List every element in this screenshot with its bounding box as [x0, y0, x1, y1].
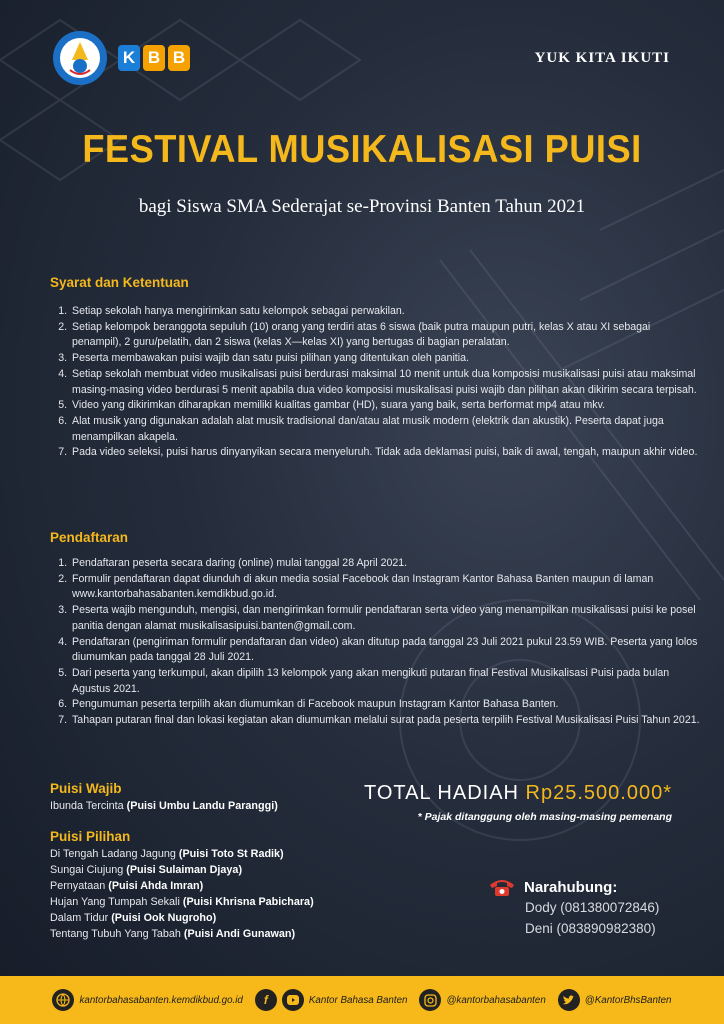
kbb-letter: B — [168, 45, 190, 71]
poem-author: (Puisi Ook Nugroho) — [111, 912, 217, 924]
list-item — [50, 926, 314, 942]
poem-title: Dalam Tidur — [50, 912, 109, 924]
poem-title: Ibunda Tercinta — [50, 800, 124, 812]
list-item — [50, 846, 314, 862]
prize-label: TOTAL HADIAH — [363, 782, 519, 804]
tut-wuri-handayani-logo-icon — [52, 30, 108, 86]
facebook-text[interactable]: Kantor Bahasa Banten — [308, 994, 408, 1006]
poem-author: (Puisi Ahda Imran) — [108, 880, 204, 892]
contact-person: Deni (083890982380) — [525, 921, 656, 936]
puisi-pilihan-heading: Puisi Pilihan — [50, 829, 131, 844]
poem-author: (Puisi Khrisna Pabichara) — [182, 896, 314, 908]
footer-bar — [0, 976, 724, 1024]
poem-title: Pernyataan — [50, 880, 106, 892]
list-item: 2. Setiap kelompok beranggota sepuluh (10) orang yang terdiri atas 6 siswa (baik putra maupun putri, kelas X atau XI sebagai penampil), 2 guru/pelatih, dan 2 siswa (kelas X—kelas XI) yang bertugas di bagian peralatan. — [70, 320, 700, 351]
prize-note: * Pajak ditanggung oleh masing-masing pemenang — [417, 811, 672, 823]
instagram-text[interactable]: @kantorbahasabanten — [446, 994, 546, 1006]
list-item: 7. Pada video seleksi, puisi harus dinyanyikan secara menyeluruh. Tidak ada deklamasi puisi, baik di awal, tengah, maupun akhir video. — [70, 445, 700, 461]
list-item: 7. Tahapan putaran final dan lokasi kegiatan akan diumumkan melalui surat pada peserta terpilih Festival Musikalisasi Puisi Tahun 2021. — [70, 713, 700, 729]
list-item: 3. Peserta membawakan puisi wajib dan satu puisi pilihan yang ditentukan oleh panitia. — [70, 351, 700, 367]
poem-title: Sungai Ciujung — [50, 864, 124, 876]
list-item: 1. Setiap sekolah hanya mengirimkan satu kelompok sebagai perwakilan. — [70, 304, 700, 320]
list-item: 1. Pendaftaran peserta secara daring (online) mulai tanggal 28 April 2021. — [70, 556, 700, 572]
list-item: 6. Alat musik yang digunakan adalah alat musik tradisional dan/atau alat musik modern (elektrik dan akustik). Peserta dapat juga menampilkan akapela. — [70, 414, 700, 445]
list-item: 3. Peserta wajib mengunduh, mengisi, dan mengirimkan formulir pendaftaran serta video yang menampilkan musikalisasi puisi ke posel panitia dengan alamat musikalisasipuisi.banten@gmail.com. — [70, 603, 700, 634]
poem-author: (Puisi Sulaiman Djaya) — [126, 864, 243, 876]
tagline: YUK KITA IKUTI — [534, 50, 670, 66]
prize-amount: Rp25.500.000* — [525, 782, 672, 804]
page-title: FESTIVAL MUSIKALISASI PUISI — [82, 128, 642, 171]
subtitle: bagi Siswa SMA Sederajat se-Provinsi Banten Tahun 2021 — [138, 196, 586, 217]
puisi-wajib-heading: Puisi Wajib — [50, 781, 122, 796]
twitter-icon — [558, 989, 580, 1011]
syarat-heading: Syarat dan Ketentuan — [50, 275, 189, 290]
facebook-icon: f — [255, 989, 277, 1011]
pendaftaran-heading: Pendaftaran — [50, 530, 129, 545]
website-text[interactable]: kantorbahasabanten.kemdikbud.go.id — [79, 994, 243, 1006]
pendaftaran-list — [50, 556, 700, 729]
twitter-text[interactable]: @KantorBhsBanten — [584, 994, 672, 1006]
footer-twitter[interactable] — [558, 989, 672, 1011]
list-item — [50, 878, 314, 894]
contact-person: Dody (081380072846) — [525, 900, 660, 915]
prize-block — [364, 782, 672, 823]
list-item: 5. Video yang dikirimkan diharapkan memiliki kualitas gambar (HD), suara yang baik, serta berformat mp4 atau mkv. — [70, 398, 700, 414]
puisi-wajib-entry — [50, 798, 278, 814]
list-item: 4. Setiap sekolah membuat video musikalisasi puisi berdurasi maksimal 10 menit untuk dua komposisi musikalisasi puisi atau maksimal masing-masing video berdurasi 5 menit apabila dua video komposisi musikalisasi puisi wajib dan pilihan akan dikirim secara terpisah. — [70, 367, 700, 398]
footer-facebook-youtube[interactable] — [255, 989, 408, 1011]
poem-author: (Puisi Toto St Radik) — [178, 848, 284, 860]
kbb-logo — [118, 45, 190, 71]
list-item: 2. Formulir pendaftaran dapat diunduh di akun media sosial Facebook dan Instagram Kantor Bahasa Banten maupun di laman www.kantorbahasabanten.kemdikbud.go.id. — [70, 572, 700, 603]
telephone-icon — [488, 877, 516, 897]
logo-group — [52, 30, 190, 86]
contact-block — [488, 877, 659, 939]
globe-icon — [52, 989, 74, 1011]
footer-website[interactable] — [52, 989, 242, 1011]
kbb-letter: K — [118, 45, 140, 71]
prize-total — [364, 782, 672, 805]
poem-title: Di Tengah Ladang Jagung — [50, 848, 176, 860]
instagram-icon — [419, 989, 441, 1011]
poem-title: Tentang Tubuh Yang Tabah — [50, 928, 181, 940]
puisi-pilihan-list — [50, 846, 314, 942]
poem-author: (Puisi Andi Gunawan) — [183, 928, 296, 940]
contact-heading-row — [488, 877, 659, 897]
contact-heading: Narahubung: — [524, 878, 618, 896]
list-item — [50, 910, 314, 926]
footer-instagram[interactable] — [419, 989, 545, 1011]
youtube-icon — [282, 989, 304, 1011]
poem-author: (Puisi Umbu Landu Paranggi) — [126, 800, 278, 812]
kbb-letter: B — [143, 45, 165, 71]
poem-title: Hujan Yang Tumpah Sekali — [50, 896, 180, 908]
syarat-list — [50, 304, 700, 461]
list-item: 4. Pendaftaran (pengiriman formulir pendaftaran dan video) akan ditutup pada tanggal 23 Juli 2021 pukul 23.59 WIB. Peserta yang lolos diumumkan pada tanggal 28 Juli 2021. — [70, 635, 700, 666]
list-item — [50, 862, 314, 878]
list-item: 6. Pengumuman peserta terpilih akan diumumkan di Facebook maupun Instagram Kantor Bahasa Banten. — [70, 697, 700, 713]
list-item — [50, 894, 314, 910]
list-item: 5. Dari peserta yang terkumpul, akan dipilih 13 kelompok yang akan mengikuti putaran final Festival Musikalisasi Puisi pada bulan Agustus 2021. — [70, 666, 700, 697]
